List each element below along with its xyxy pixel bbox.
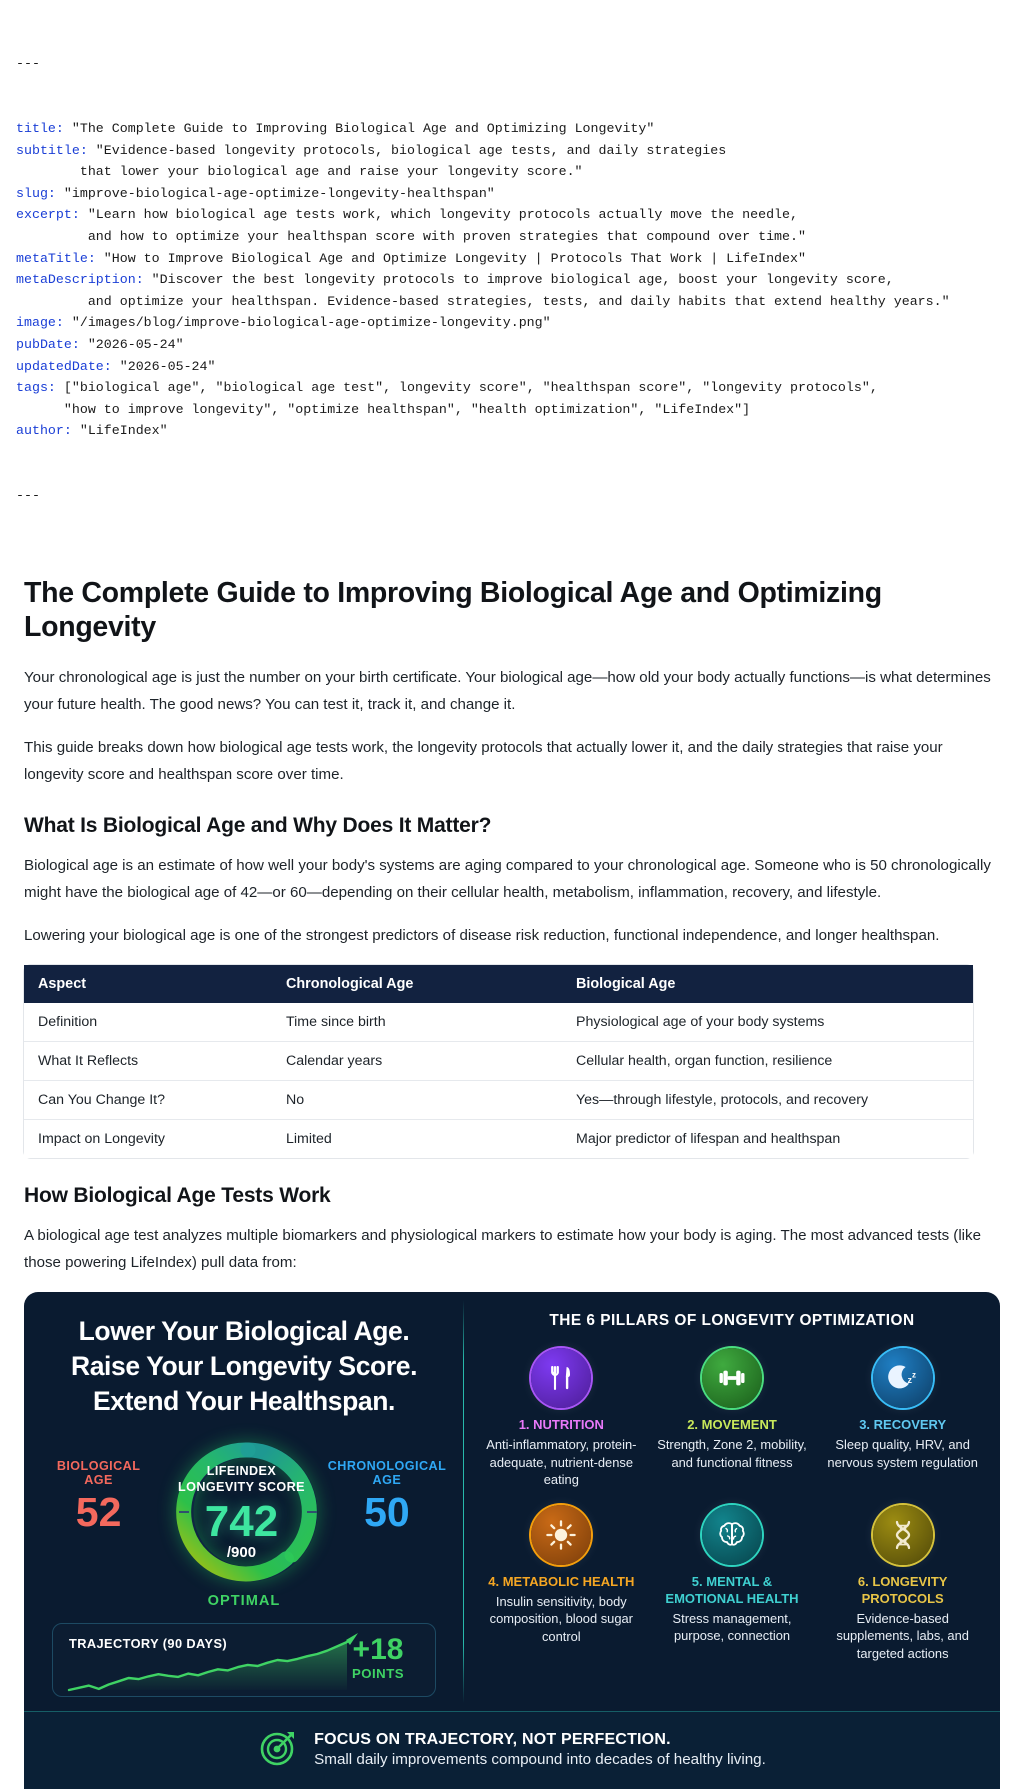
frontmatter-line	[16, 183, 1008, 205]
frontmatter-line	[16, 312, 1008, 334]
table-cell: No	[272, 1080, 562, 1119]
table-cell: Definition	[24, 1003, 272, 1041]
footer-headline: FOCUS ON TRAJECTORY, NOT PERFECTION.	[314, 1731, 671, 1749]
longevity-score-gauge	[155, 1437, 328, 1587]
frontmatter-key: slug:	[16, 185, 64, 201]
trajectory-card	[52, 1623, 436, 1697]
frontmatter-line	[16, 226, 1008, 248]
frontmatter-key: metaTitle:	[16, 250, 104, 266]
frontmatter-line	[16, 118, 1008, 140]
page-title: The Complete Guide to Improving Biological Age and Optimizing Longevity	[24, 576, 882, 644]
table-body	[24, 1003, 973, 1158]
pillar-name: 3. RECOVERY	[859, 1417, 947, 1433]
footer-subline: Small daily improvements compound into decades of healthy living.	[314, 1751, 766, 1769]
score-row	[42, 1437, 446, 1587]
table-row	[24, 1003, 973, 1041]
frontmatter-key: metaDescription:	[16, 272, 152, 288]
frontmatter-value: "how to improve longevity", "optimize healthspan", "health optimization", "LifeIndex"]	[16, 401, 751, 417]
frontmatter-key: excerpt:	[16, 207, 88, 223]
frontmatter-line	[16, 248, 1008, 270]
table-cell: Physiological age of your body systems	[562, 1003, 973, 1041]
pillar-card	[478, 1501, 645, 1673]
gauge-score-value: 742	[204, 1497, 279, 1547]
frontmatter-value: "The Complete Guide to Improving Biological Age and Optimizing Longevity"	[71, 120, 655, 136]
table-cell: Major predictor of lifespan and healthspan	[562, 1119, 973, 1158]
biological-age-stat	[42, 1437, 155, 1535]
section-heading-how-tests-work: How Biological Age Tests Work	[24, 1184, 331, 1208]
infographic-headline	[42, 1314, 446, 1419]
fork-knife-icon	[531, 1348, 591, 1408]
trajectory-delta-unit: POINTS	[351, 1666, 405, 1682]
frontmatter-line	[16, 204, 1008, 226]
pillar-description: Sleep quality, HRV, and nervous system regulation	[827, 1437, 978, 1470]
table-header-cell: Biological Age	[562, 965, 973, 1003]
table-row	[24, 1041, 973, 1080]
frontmatter-value: "Learn how biological age tests work, which longevity protocols actually move the needle,	[87, 207, 798, 223]
trajectory-delta	[335, 1634, 421, 1681]
comparison-table	[24, 965, 973, 1158]
frontmatter-value: "2026-05-24"	[119, 358, 216, 374]
frontmatter-line	[16, 356, 1008, 378]
frontmatter-value: "Evidence-based longevity protocols, biological age tests, and daily strategies	[95, 142, 727, 158]
infographic-right-panel	[464, 1292, 1000, 1711]
target-arrow-icon	[258, 1726, 300, 1773]
sun-icon	[531, 1505, 591, 1565]
pillar-description: Evidence-based supplements, labs, and targeted actions	[836, 1610, 969, 1661]
pillar-card	[649, 1501, 816, 1673]
table-cell: Limited	[272, 1119, 562, 1158]
chronological-age-label: CHRONOLOGICAL AGE	[327, 1459, 447, 1488]
frontmatter-value: "LifeIndex"	[79, 423, 168, 439]
frontmatter-value: "/images/blog/improve-biological-age-optimize-longevity.png"	[71, 315, 551, 331]
table-cell: Yes—through lifestyle, protocols, and recovery	[562, 1080, 973, 1119]
chronological-age-stat	[328, 1437, 446, 1535]
frontmatter-value: "improve-biological-age-optimize-longevity-healthspan"	[63, 185, 495, 201]
brain-icon	[702, 1505, 762, 1565]
pillar-name: 6. LONGEVITY PROTOCOLS	[857, 1573, 948, 1606]
gauge-score-max: /900	[226, 1544, 257, 1562]
pillar-card	[478, 1344, 645, 1499]
frontmatter-value: that lower your biological age and raise your longevity score."	[16, 164, 583, 180]
infographic-footer-banner	[24, 1711, 1000, 1789]
section2-paragraph-1: A biological age test analyzes multiple biomarkers and physiological markers to estimate how your body is aging. The most advanced tests (like those powering LifeIndex) pull data from:	[24, 1227, 981, 1272]
frontmatter-value: and how to optimize your healthspan score with proven strategies that compound over time."	[16, 228, 806, 244]
frontmatter-line	[16, 269, 1008, 291]
headline-line-2: Raise Your Longevity Score.	[70, 1351, 418, 1382]
table-header-row	[24, 965, 973, 1003]
gauge-status-label: OPTIMAL	[207, 1593, 281, 1610]
pillar-description: Anti-inflammatory, protein-adequate, nutrient-dense eating	[486, 1437, 637, 1488]
table-cell: Cellular health, organ function, resilience	[562, 1041, 973, 1080]
pillars-grid	[478, 1344, 986, 1672]
section1-paragraph-2: Lowering your biological age is one of the strongest predictors of disease risk reduction, functional independence, and longer healthspan.	[24, 927, 940, 945]
frontmatter-key: updatedDate:	[16, 358, 120, 374]
frontmatter-close-delimiter: ---	[16, 488, 40, 504]
table-cell: Can You Change It?	[24, 1080, 272, 1119]
pillar-card	[819, 1344, 986, 1499]
frontmatter-open-delimiter: ---	[16, 56, 40, 72]
table-row	[24, 1119, 973, 1158]
biological-age-value: 52	[75, 1489, 122, 1536]
table-header-cell: Chronological Age	[272, 965, 562, 1003]
frontmatter-block	[0, 0, 1024, 550]
pillar-card	[819, 1501, 986, 1673]
longevity-infographic	[24, 1292, 1000, 1789]
frontmatter-line	[16, 377, 1008, 399]
pillar-card	[649, 1344, 816, 1499]
table-row	[24, 1080, 973, 1119]
frontmatter-line	[16, 140, 1008, 162]
pillars-title: THE 6 PILLARS OF LONGEVITY OPTIMIZATION	[549, 1312, 915, 1330]
moon-sleep-icon	[873, 1348, 933, 1408]
frontmatter-value: "2026-05-24"	[87, 336, 184, 352]
frontmatter-value: ["biological age", "biological age test", longevity score", "healthspan score", "longevity protocols",	[63, 380, 878, 396]
dna-icon	[873, 1505, 933, 1565]
trajectory-delta-value: +18	[352, 1633, 404, 1667]
pillar-description: Stress management, purpose, connection	[672, 1610, 792, 1644]
infographic-left-panel	[24, 1292, 464, 1711]
pillar-description: Strength, Zone 2, mobility, and functional fitness	[657, 1437, 807, 1470]
table-cell: Calendar years	[272, 1041, 562, 1080]
footer-text	[314, 1731, 766, 1768]
frontmatter-key: subtitle:	[16, 142, 96, 158]
table-header-cell: Aspect	[24, 965, 272, 1003]
pillar-description: Insulin sensitivity, body composition, blood sugar control	[489, 1593, 633, 1644]
frontmatter-key: tags:	[16, 380, 64, 396]
frontmatter-key: title:	[16, 120, 72, 136]
frontmatter-lines	[16, 118, 1008, 442]
article-body	[0, 576, 1024, 1276]
section1-paragraph-1: Biological age is an estimate of how well your body's systems are aging compared to your chronological age. Someone who is 50 chronologically might have the biological age of 42—or 60—depending on their cellular health, metabolism, inflammation, recovery, and lifestyle.	[24, 857, 991, 902]
frontmatter-value: "Discover the best longevity protocols to improve biological age, boost your longevity score,	[151, 272, 894, 288]
frontmatter-line	[16, 399, 1008, 421]
pillar-name: 2. MOVEMENT	[687, 1417, 777, 1433]
gauge-brand-line-2: LONGEVITY SCORE	[178, 1480, 305, 1495]
biological-age-label: BIOLOGICAL AGE	[56, 1459, 141, 1488]
pillar-name: 5. MENTAL & EMOTIONAL HEALTH	[665, 1573, 799, 1606]
table-cell: Time since birth	[272, 1003, 562, 1041]
chronological-age-value: 50	[364, 1489, 410, 1536]
headline-line-3: Extend Your Healthspan.	[93, 1386, 395, 1417]
frontmatter-line	[16, 334, 1008, 356]
gauge-brand-line-1: LIFEINDEX	[206, 1464, 277, 1479]
trajectory-label: TRAJECTORY (90 DAYS)	[69, 1636, 228, 1652]
pillar-name: 1. NUTRITION	[518, 1417, 604, 1433]
frontmatter-value: and optimize your healthspan. Evidence-based strategies, tests, and daily habits that extend healthy years."	[16, 293, 950, 309]
headline-line-1: Lower Your Biological Age.	[78, 1316, 410, 1347]
intro-paragraph-1: Your chronological age is just the number on your birth certificate. Your biological age—how old your body actually functions—is what determines your future health. The good news? You can test it, track it, and change it.	[24, 669, 991, 714]
dumbbell-icon	[702, 1348, 762, 1408]
gauge-center-text	[155, 1463, 328, 1561]
frontmatter-line	[16, 291, 1008, 313]
intro-paragraph-2: This guide breaks down how biological age tests work, the longevity protocols that actually lower it, and the daily strategies that raise your longevity score and healthspan score over time.	[24, 739, 943, 784]
trajectory-sparkline	[65, 1632, 365, 1694]
frontmatter-key: author:	[16, 423, 80, 439]
table-cell: Impact on Longevity	[24, 1119, 272, 1158]
frontmatter-key: pubDate:	[16, 336, 88, 352]
frontmatter-key: image:	[16, 315, 72, 331]
frontmatter-value: "How to Improve Biological Age and Optimize Longevity | Protocols That Work | LifeIndex"	[103, 250, 806, 266]
infographic-body	[24, 1292, 1000, 1711]
frontmatter-line	[16, 420, 1008, 442]
pillar-name: 4. METABOLIC HEALTH	[488, 1573, 635, 1589]
section-heading-what-is-biological-age: What Is Biological Age and Why Does It Matter?	[24, 814, 492, 838]
svg-text:z: z	[907, 1375, 912, 1386]
frontmatter-line	[16, 161, 1008, 183]
table-cell: What It Reflects	[24, 1041, 272, 1080]
svg-text:z: z	[911, 1370, 916, 1380]
